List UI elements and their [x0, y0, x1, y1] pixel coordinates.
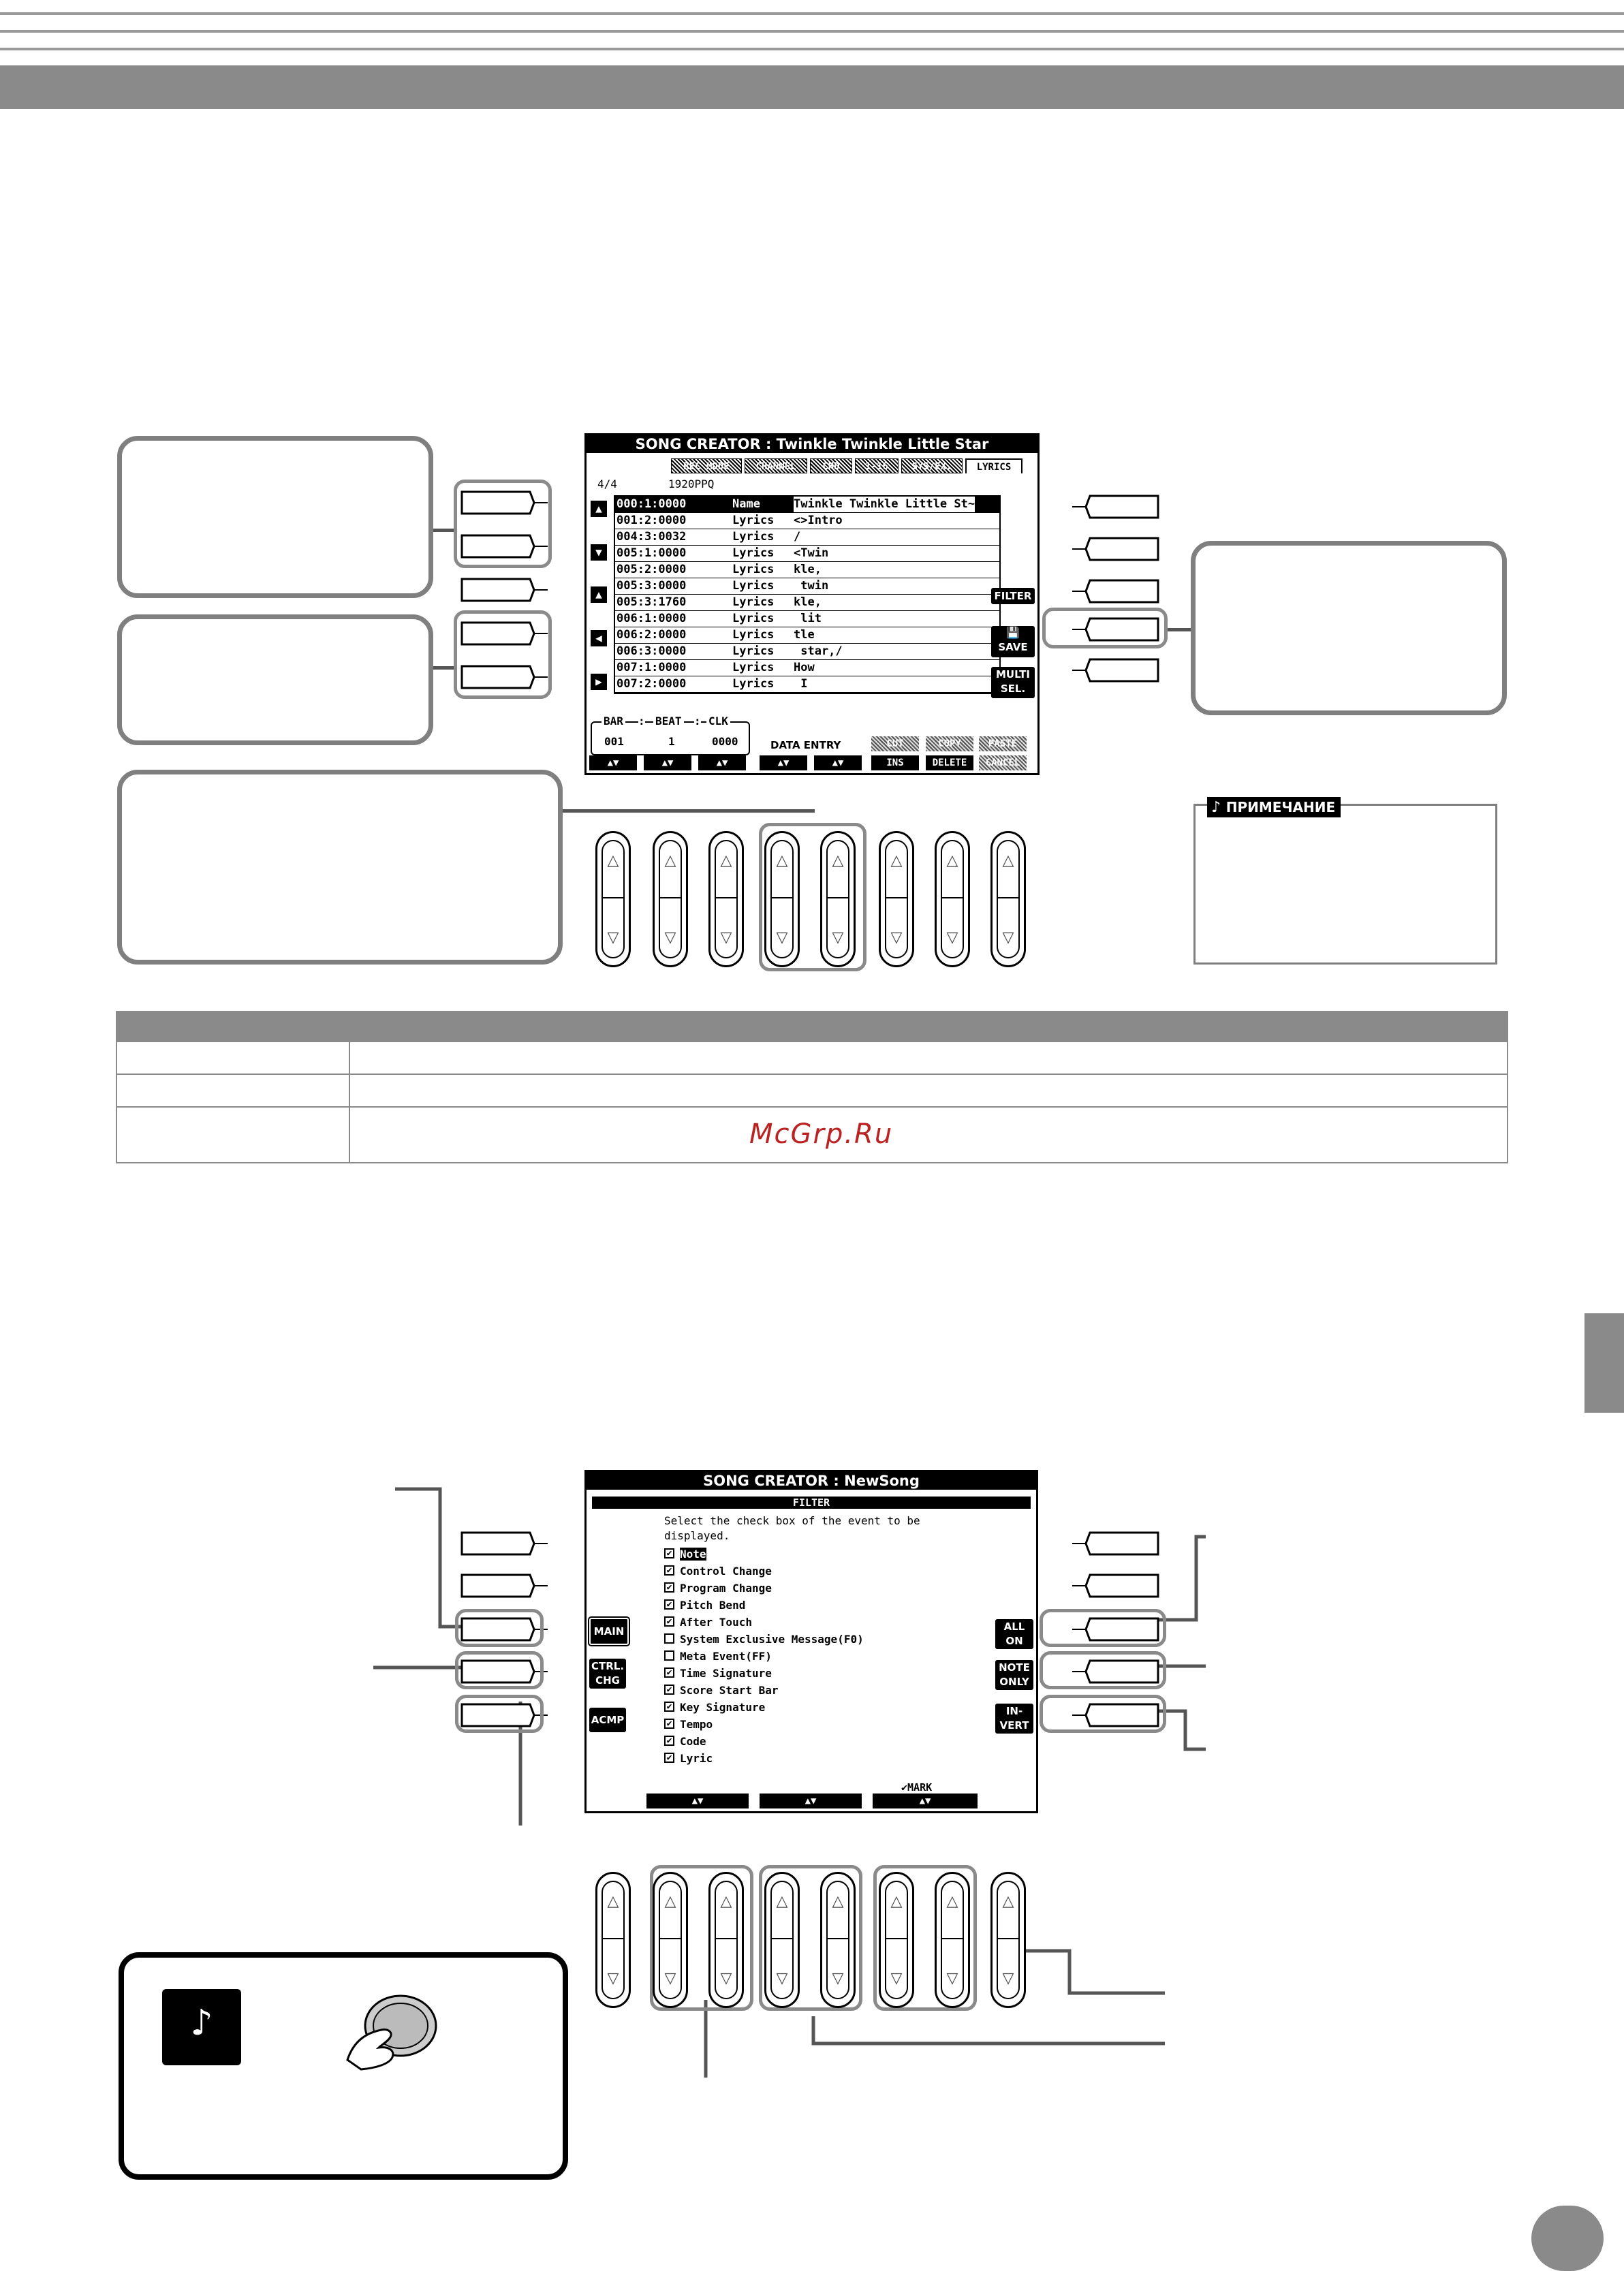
filter-item-label: Key Signature	[680, 1701, 766, 1714]
event-value: Twinkle Twinkle Little St~	[794, 497, 975, 511]
up-down-button-1[interactable]	[595, 1872, 631, 2008]
button-highlight	[1040, 1609, 1166, 1647]
down-arrow-icon: ▽	[1002, 1970, 1014, 1987]
down-arrow-icon: ▽	[946, 929, 958, 946]
all-on-button[interactable]	[995, 1619, 1033, 1649]
event-pos: 005:2:0000	[616, 563, 687, 576]
left-button-1[interactable]	[462, 1533, 548, 1554]
event-value: How	[794, 661, 815, 674]
filter-item[interactable]	[664, 1631, 864, 1648]
event-type: Lyrics	[732, 595, 775, 609]
filter-subtitle: FILTER	[592, 1497, 1031, 1509]
tab-channel[interactable]: CHANNEL	[745, 458, 807, 473]
down-arrow-icon: ▽	[664, 1970, 676, 1987]
table-row	[116, 1074, 1508, 1107]
time-signature: 4/4	[597, 477, 617, 490]
checkbox-checked-icon[interactable]: ✔	[664, 1667, 674, 1678]
up-arrow-icon: △	[720, 852, 732, 869]
button-highlight	[455, 1651, 544, 1689]
tab-1-16[interactable]: 1-16	[855, 458, 899, 473]
up-down-button-7[interactable]	[935, 1872, 970, 2008]
event-row[interactable]	[615, 627, 999, 644]
down-arrow-icon: ▽	[1002, 929, 1014, 946]
lcd-title: SONG CREATOR : NewSong	[587, 1472, 1036, 1490]
right-button-2[interactable]	[1072, 1575, 1158, 1597]
left-button-2[interactable]	[462, 535, 548, 557]
checkbox-checked-icon[interactable]: ✔	[664, 1736, 674, 1746]
up-arrow-icon: △	[776, 1893, 788, 1910]
multi-select-button[interactable]	[991, 667, 1035, 698]
all-label: ALL	[1003, 1620, 1025, 1633]
note-box	[1193, 804, 1497, 965]
table-header-col-2	[349, 1012, 1508, 1041]
down-arrow-icon: ▽	[607, 1970, 619, 1987]
up-arrow-icon: △	[1002, 1893, 1014, 1910]
event-row[interactable]	[615, 529, 999, 546]
bar-value: 001	[604, 735, 624, 748]
cursor-right-icon[interactable]: ▶	[591, 674, 607, 690]
event-pos: 006:1:0000	[616, 612, 687, 625]
filter-item-label: Lyric	[680, 1752, 713, 1765]
up-down-button-4[interactable]	[764, 831, 800, 967]
copy-button[interactable]: COPY	[926, 736, 973, 751]
nav-arrows-2[interactable]: ▲▼	[644, 755, 691, 770]
up-down-button-8[interactable]	[990, 1872, 1026, 2008]
disk-icon: 💾	[1006, 626, 1020, 639]
data-entry-label: DATA ENTRY	[770, 739, 841, 751]
filter-item[interactable]	[664, 1563, 864, 1580]
filter-item[interactable]	[664, 1716, 864, 1733]
event-pos: 006:2:0000	[616, 628, 687, 642]
cancel-button[interactable]: CANCEL	[979, 755, 1027, 770]
right-button-5[interactable]	[1072, 659, 1158, 681]
event-value: <>Intro	[794, 514, 843, 527]
cursor-arrows-2[interactable]: ▲▼	[760, 1794, 862, 1808]
filter-item-label: Score Start Bar	[680, 1684, 779, 1697]
event-row[interactable]	[615, 497, 999, 513]
checkbox-checked-icon[interactable]: ✔	[664, 1685, 674, 1695]
up-arrow-icon: △	[1002, 852, 1014, 869]
checkbox-checked-icon[interactable]: ✔	[664, 1719, 674, 1729]
event-value: twin	[794, 579, 829, 593]
event-type: Lyrics	[732, 579, 775, 593]
checkbox-unchecked-icon[interactable]	[664, 1633, 674, 1644]
instruction-line-2: displayed.	[664, 1529, 730, 1542]
data-entry-arrows-2[interactable]: ▲▼	[814, 755, 862, 770]
right-button-1[interactable]	[1072, 1533, 1158, 1554]
down-arrow-icon: ▽	[776, 929, 788, 946]
up-arrow-icon: △	[890, 1893, 903, 1910]
checkbox-checked-icon[interactable]: ✔	[664, 1599, 674, 1610]
event-row[interactable]	[615, 562, 999, 578]
section-tab	[1584, 1313, 1624, 1413]
checkbox-checked-icon[interactable]: ✔	[664, 1548, 674, 1559]
event-value: kle,	[794, 563, 822, 576]
up-down-button-5[interactable]	[820, 831, 856, 967]
up-down-button-2[interactable]	[653, 831, 688, 967]
mark-arrows[interactable]: ▲▼	[873, 1794, 978, 1808]
note-icon: ♪	[1211, 799, 1221, 816]
filter-item[interactable]	[664, 1648, 864, 1665]
filter-item-label: Control Change	[680, 1565, 772, 1578]
right-button-2[interactable]	[1072, 538, 1158, 560]
up-arrow-icon: △	[946, 1893, 958, 1910]
event-value: tle	[794, 628, 815, 642]
right-button-1[interactable]	[1072, 496, 1158, 518]
paste-button[interactable]: PASTE	[979, 736, 1027, 751]
event-type: Name	[732, 497, 760, 511]
chg-label: CHG	[595, 1674, 620, 1687]
down-arrow-icon: ▽	[946, 1970, 958, 1987]
clk-value: 0000	[712, 735, 738, 748]
up-arrow-icon: △	[607, 852, 619, 869]
cursor-arrows-1[interactable]: ▲▼	[646, 1794, 749, 1808]
filter-item[interactable]	[664, 1580, 864, 1597]
sep: :	[638, 715, 645, 727]
main-button[interactable]: MAIN	[589, 1618, 629, 1645]
up-down-button-4[interactable]	[764, 1872, 800, 2008]
tab-rec-mode[interactable]: REC MODE	[671, 458, 742, 473]
ctrl-chg-button[interactable]	[589, 1659, 626, 1689]
button-highlight	[1040, 1651, 1166, 1689]
filter-item-label: Tempo	[680, 1718, 713, 1731]
only-label: ONLY	[999, 1676, 1029, 1688]
instruction-line-1: Select the check box of the event to be	[664, 1514, 920, 1527]
event-pos: 005:3:0000	[616, 579, 687, 593]
checkbox-checked-icon[interactable]: ✔	[664, 1753, 674, 1763]
up-arrow-icon: △	[664, 1893, 676, 1910]
table-header-col-1	[116, 1012, 349, 1041]
lcd-screen-filter	[584, 1470, 1038, 1813]
checkbox-checked-icon[interactable]: ✔	[664, 1702, 674, 1712]
filter-item-label: Pitch Bend	[680, 1599, 746, 1612]
lcd-screen-lyrics	[584, 433, 1040, 775]
ppq-value: 1920PPQ	[668, 477, 715, 490]
table-row	[116, 1041, 1508, 1074]
down-arrow-icon: ▽	[720, 929, 732, 946]
event-type: Lyrics	[732, 563, 775, 576]
bar-label: BAR	[602, 715, 625, 727]
event-row[interactable]	[615, 513, 999, 529]
page-number-badge	[1531, 2206, 1604, 2271]
scroll-down-icon[interactable]: ▼	[591, 544, 607, 561]
filter-item-label: Meta Event(FF)	[680, 1650, 772, 1663]
event-pos: 000:1:0000	[616, 497, 687, 511]
button-highlight	[455, 1695, 544, 1733]
note-tag	[1207, 797, 1341, 817]
ctrl-label: CTRL.	[591, 1660, 625, 1672]
beat-label: BEAT	[653, 715, 684, 727]
nav-arrows-3[interactable]: ▲▼	[698, 755, 746, 770]
up-arrow-icon: △	[890, 852, 903, 869]
event-type: Lyrics	[732, 644, 775, 658]
left-button-5[interactable]	[462, 666, 548, 688]
tab-lyrics[interactable]: LYRICS	[965, 458, 1022, 473]
filter-item[interactable]	[664, 1682, 864, 1699]
event-value: star,/	[794, 644, 843, 658]
up-down-button-6[interactable]	[879, 1872, 914, 2008]
event-pos: 001:2:0000	[616, 514, 687, 527]
event-type: Lyrics	[732, 530, 775, 544]
up-down-button-8[interactable]	[990, 831, 1026, 967]
event-type: Lyrics	[732, 628, 775, 642]
event-type: Lyrics	[732, 612, 775, 625]
music-note-icon: ♪	[162, 1989, 241, 2065]
event-row[interactable]	[615, 644, 999, 660]
up-arrow-icon: △	[776, 852, 788, 869]
button-highlight	[1040, 1695, 1166, 1733]
tab-chd[interactable]: CHD	[810, 458, 852, 473]
up-down-button-3[interactable]	[708, 831, 744, 967]
down-arrow-icon: ▽	[832, 1970, 844, 1987]
scroll-up-icon[interactable]: ▲	[591, 501, 607, 517]
event-row[interactable]	[615, 578, 999, 595]
vert-label: VERT	[999, 1719, 1029, 1732]
right-button-3[interactable]	[1072, 580, 1158, 602]
tab-sysex[interactable]: SYS/EX.	[901, 458, 963, 473]
event-row[interactable]	[615, 660, 999, 676]
cut-button[interactable]: CUT	[871, 736, 919, 751]
filter-item[interactable]	[664, 1750, 864, 1767]
save-label: SAVE	[998, 641, 1028, 653]
mark-label: ✔MARK	[901, 1781, 933, 1794]
delete-button[interactable]: DELETE	[926, 755, 973, 770]
filter-item[interactable]	[664, 1699, 864, 1716]
note-label: ПРИМЕЧАНИЕ	[1225, 799, 1336, 815]
sel-label: SEL.	[1000, 683, 1026, 695]
down-arrow-icon: ▽	[607, 929, 619, 946]
filter-item-label: Note	[680, 1548, 706, 1561]
event-value: <Twin	[794, 546, 829, 560]
event-type: Lyrics	[732, 514, 775, 527]
event-value: lit	[794, 612, 822, 625]
event-value: /	[794, 530, 801, 544]
page-up-icon[interactable]: ▲	[591, 586, 607, 603]
beat-value: 1	[668, 735, 675, 748]
up-down-button-2[interactable]	[653, 1872, 688, 2008]
up-arrow-icon: △	[607, 1893, 619, 1910]
left-button-3[interactable]	[462, 579, 548, 601]
event-pos: 005:1:0000	[616, 546, 687, 560]
right-button-4[interactable]	[1072, 618, 1158, 640]
position-box	[591, 715, 750, 755]
filter-item-label: System Exclusive Message(F0)	[680, 1633, 864, 1646]
on-label: ON	[1005, 1635, 1023, 1647]
down-arrow-icon: ▽	[832, 929, 844, 946]
left-button-4[interactable]	[462, 623, 548, 644]
down-arrow-icon: ▽	[890, 929, 903, 946]
left-button-1[interactable]	[462, 492, 548, 514]
event-pos: 005:3:1760	[616, 595, 687, 609]
filter-item[interactable]	[664, 1614, 864, 1631]
filter-item[interactable]	[664, 1597, 864, 1614]
up-arrow-icon: △	[832, 852, 844, 869]
cursor-left-icon[interactable]: ◀	[591, 630, 607, 646]
checkbox-checked-icon[interactable]: ✔	[664, 1565, 674, 1576]
down-arrow-icon: ▽	[720, 1970, 732, 1987]
save-button[interactable]	[991, 626, 1035, 657]
event-list	[614, 495, 1001, 694]
filter-button[interactable]: FILTER	[991, 588, 1035, 604]
up-down-button-1[interactable]	[595, 831, 631, 967]
event-row[interactable]	[615, 595, 999, 611]
up-arrow-icon: △	[720, 1893, 732, 1910]
watermark: McGrp.Ru	[749, 1118, 894, 1150]
filter-checklist	[664, 1546, 864, 1767]
filter-item-label: Code	[680, 1735, 706, 1748]
event-row[interactable]	[615, 676, 999, 693]
down-arrow-icon: ▽	[664, 929, 676, 946]
multi-label: MULTI	[996, 668, 1030, 680]
event-pos: 006:3:0000	[616, 644, 687, 658]
event-type: Lyrics	[732, 546, 775, 560]
ins-button[interactable]: INS	[871, 755, 919, 770]
up-arrow-icon: △	[946, 852, 958, 869]
left-button-2[interactable]	[462, 1575, 548, 1597]
down-arrow-icon: ▽	[890, 1970, 903, 1987]
invert-button[interactable]	[995, 1704, 1033, 1734]
checkbox-checked-icon[interactable]: ✔	[664, 1616, 674, 1627]
filter-item-label: After Touch	[680, 1616, 752, 1629]
event-value: kle,	[794, 595, 822, 609]
checkbox-unchecked-icon[interactable]	[664, 1650, 674, 1661]
checkbox-checked-icon[interactable]: ✔	[664, 1582, 674, 1593]
up-down-button-5[interactable]	[820, 1872, 856, 2008]
up-down-button-3[interactable]	[708, 1872, 744, 2008]
filter-item[interactable]	[664, 1665, 864, 1682]
note-label-btn: NOTE	[999, 1661, 1030, 1674]
event-row[interactable]	[615, 546, 999, 562]
up-down-button-7[interactable]	[935, 831, 970, 967]
event-row[interactable]	[615, 611, 999, 627]
event-type: Lyrics	[732, 661, 775, 674]
event-value: I	[794, 677, 808, 691]
event-type: Lyrics	[732, 677, 775, 691]
event-pos: 007:1:0000	[616, 661, 687, 674]
acmp-button[interactable]: ACMP	[589, 1708, 626, 1732]
lcd-title: SONG CREATOR : Twinkle Twinkle Little Star	[587, 435, 1037, 453]
note-only-button[interactable]	[995, 1660, 1033, 1690]
nav-arrows-1[interactable]: ▲▼	[589, 755, 637, 770]
sep: :	[694, 715, 701, 727]
down-arrow-icon: ▽	[776, 1970, 788, 1987]
clk-label: CLK	[706, 715, 730, 727]
hand-pressing-button-icon	[341, 1992, 443, 2073]
up-down-button-6[interactable]	[879, 831, 914, 967]
up-arrow-icon: △	[664, 852, 676, 869]
filter-item[interactable]	[664, 1546, 864, 1563]
filter-item[interactable]	[664, 1733, 864, 1750]
data-entry-arrows-1[interactable]: ▲▼	[760, 755, 807, 770]
in-label: IN-	[1005, 1705, 1023, 1717]
button-highlight	[455, 1609, 544, 1647]
filter-item-label: Time Signature	[680, 1667, 772, 1680]
up-arrow-icon: △	[832, 1893, 844, 1910]
filter-item-label: Program Change	[680, 1582, 772, 1595]
event-pos: 004:3:0032	[616, 530, 687, 544]
event-pos: 007:2:0000	[616, 677, 687, 691]
